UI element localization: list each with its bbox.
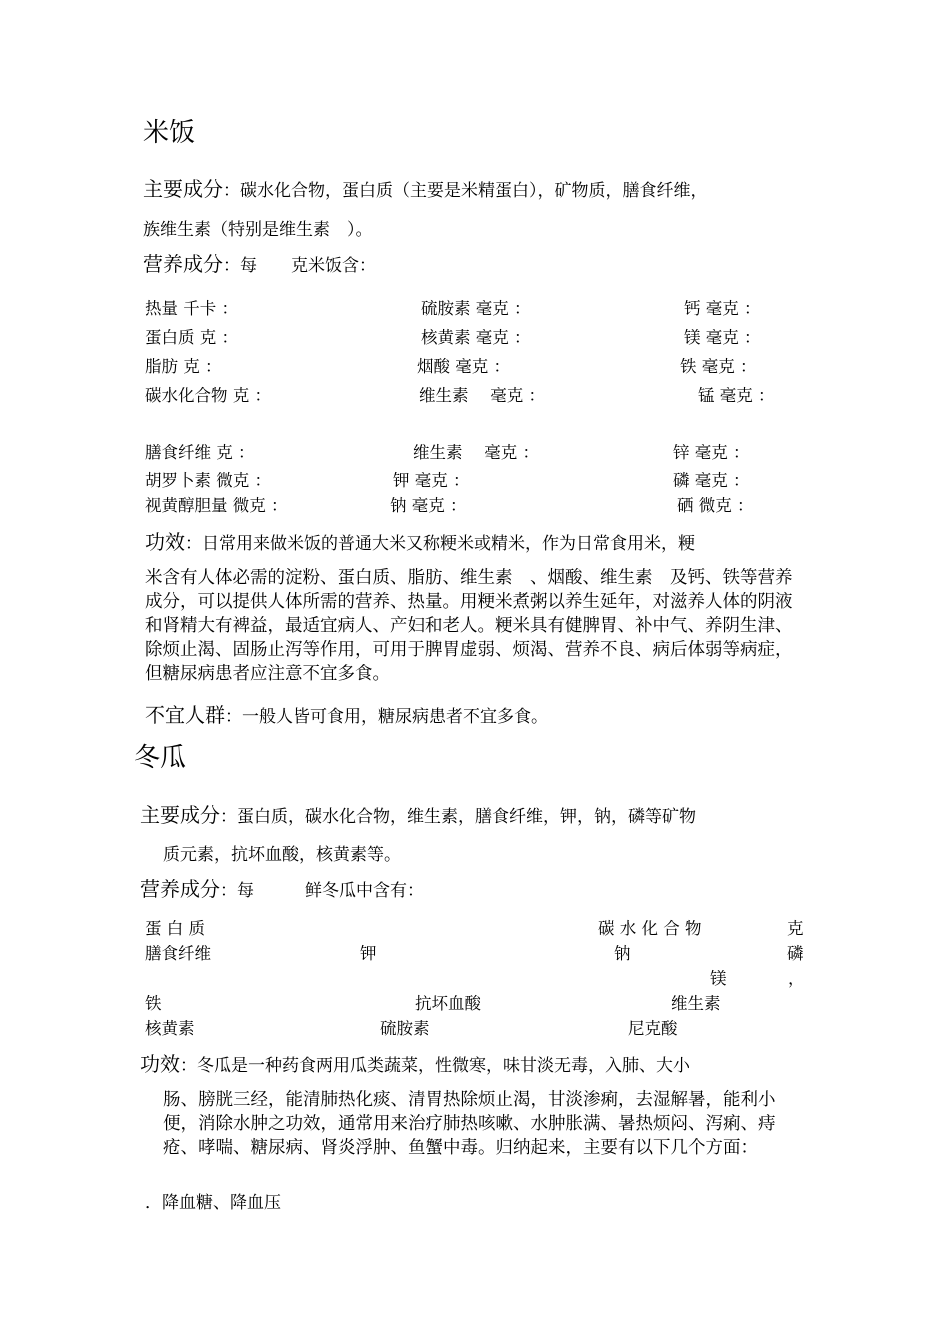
melon-nutrient-fiber: 膳食纤维	[145, 944, 211, 963]
melon-nutrient-phosphorus: 磷	[787, 944, 804, 963]
melon-nutrient-thiamine: 硫胺素	[380, 1019, 430, 1038]
melon-nutrient-unit: 克	[787, 919, 804, 938]
melon-main-text: ：蛋白质，碳水化合物，维生素，膳食纤维，钾，钠，磷等矿物	[220, 807, 696, 827]
melon-effect-label: 功效	[140, 1052, 180, 1076]
rice-nutrient-r5c2: 维生素 毫克 ：	[413, 443, 539, 462]
rice-main-label: 主要成分	[143, 177, 223, 201]
rice-effect	[145, 526, 695, 555]
rice-unsuitable	[145, 699, 548, 728]
rice-nutrient-r1c3: 钙 毫克 ：	[684, 299, 761, 318]
melon-nutrient-ascorbic: 抗坏血酸	[415, 994, 481, 1013]
rice-nutrient-r6c3: 磷 毫克 ：	[673, 471, 750, 490]
melon-nutrient-riboflavin: 核黄素	[145, 1019, 195, 1038]
rice-nutrient-r1c2: 硫胺素 毫克 ：	[421, 299, 531, 318]
melon-nutrient-iron: 铁	[145, 994, 162, 1013]
melon-nutrient-sodium: 钠	[614, 944, 631, 963]
melon-nutrient-niacin: 尼克酸	[628, 1019, 678, 1038]
melon-nutrient-protein: 蛋 白 质	[145, 919, 205, 938]
melon-title: 冬瓜	[134, 743, 187, 773]
rice-nutrient-r4c2: 维生素 毫克 ：	[419, 386, 545, 405]
rice-nutrient-r6c2: 钾 毫克 ：	[393, 471, 470, 490]
rice-nutrient-r7c3: 硒 微克 ：	[677, 496, 754, 515]
rice-nutrient-r5c3: 锌 毫克 ：	[673, 443, 750, 462]
rice-effect-label: 功效	[145, 530, 185, 554]
rice-effect-paragraph: 米含有人体必需的淀粉、蛋白质、脂肪、维生素 、烟酸、维生素 及钙、铁等营养成分，可以提供人体所需的营养、热量。用粳米煮粥以养生延年，对滋养人体的阴液和肾精大有裨益，最适宜病人、产妇和老人。粳米具有健脾胃、补中气、养阴生津、除烦止渴、固肠止泻等作用，可用于脾胃虚弱、烦渴、营养不良、病后体弱等病症，但糖尿病患者应注意不宜多食。	[145, 568, 793, 684]
melon-nutri-text: ：每 鲜冬瓜中含有：	[220, 881, 424, 901]
rice-nutri-text: ：每 克米饭含：	[223, 256, 376, 276]
rice-nutrient-r3c1: 脂肪 克 ：	[145, 357, 222, 376]
melon-main-components	[140, 799, 696, 828]
rice-nutrient-r6c1: 胡罗卜素 微克 ：	[145, 471, 271, 490]
rice-unsuitable-text: ：一般人皆可食用，糖尿病患者不宜多食。	[225, 707, 548, 727]
melon-effect-paragraph: 肠、膀胱三经，能清肺热化痰、清胃热除烦止渴，甘淡渗痢，去湿解暑，能利小便，消除水肿之功效，通常用来治疗肺热咳嗽、水肿胀满、暑热烦闷、泻痢、痔疮、哮喘、糖尿病、肾炎浮肿、鱼蟹中毒。归纳起来，主要有以下几个方面：	[163, 1090, 776, 1158]
melon-nutrient-vitamin: 维生素	[671, 994, 721, 1013]
rice-nutrient-r4c3: 锰 毫克 ：	[698, 386, 775, 405]
melon-nutri-label: 营养成分	[140, 877, 220, 901]
melon-list-item-1: ．降血糖、降血压	[145, 1193, 281, 1213]
rice-main-text: ：碳水化合物，蛋白质（主要是米精蛋白），矿物质，膳食纤维，	[223, 181, 708, 201]
rice-nutrient-r3c3: 铁 毫克 ：	[680, 357, 757, 376]
rice-main-components	[143, 173, 708, 202]
melon-nutrient-potassium: 钾	[360, 944, 377, 963]
melon-nutrient-magnesium: 镁	[710, 969, 727, 988]
rice-main-text-cont: 族维生素（特别是维生素 ）。	[143, 220, 373, 240]
melon-nutrient-comma: ，	[788, 969, 805, 988]
rice-nutrient-r7c2: 钠 毫克 ：	[390, 496, 467, 515]
rice-nutrient-r1c1: 热量 千卡 ：	[145, 299, 238, 318]
melon-effect	[140, 1048, 690, 1077]
melon-nutrient-carbs: 碳 水 化 合 物	[598, 919, 702, 938]
melon-main-label: 主要成分	[140, 803, 220, 827]
rice-nutri-label: 营养成分	[143, 252, 223, 276]
rice-unsuitable-label: 不宜人群	[145, 703, 225, 727]
rice-nutrient-r4c1: 碳水化合物 克 ：	[145, 386, 271, 405]
melon-nutrition	[140, 873, 424, 902]
melon-main-text-cont: 质元素，抗坏血酸，核黄素等。	[163, 845, 401, 865]
rice-nutrition	[143, 248, 376, 277]
rice-nutrient-r2c2: 核黄素 毫克 ：	[421, 328, 531, 347]
rice-nutrient-r5c1: 膳食纤维 克 ：	[145, 443, 255, 462]
rice-nutrient-r2c1: 蛋白质 克 ：	[145, 328, 238, 347]
rice-title: 米饭	[143, 118, 196, 148]
rice-nutrient-r7c1: 视黄醇胆量 微克 ：	[145, 496, 288, 515]
melon-effect-text: ：冬瓜是一种药食两用瓜类蔬菜，性微寒，味甘淡无毒，入肺、大小	[180, 1056, 690, 1076]
rice-nutrient-r2c3: 镁 毫克 ：	[684, 328, 761, 347]
rice-nutrient-r3c2: 烟酸 毫克 ：	[417, 357, 510, 376]
rice-effect-text: ：日常用来做米饭的普通大米又称粳米或精米，作为日常食用米，粳	[185, 534, 695, 554]
